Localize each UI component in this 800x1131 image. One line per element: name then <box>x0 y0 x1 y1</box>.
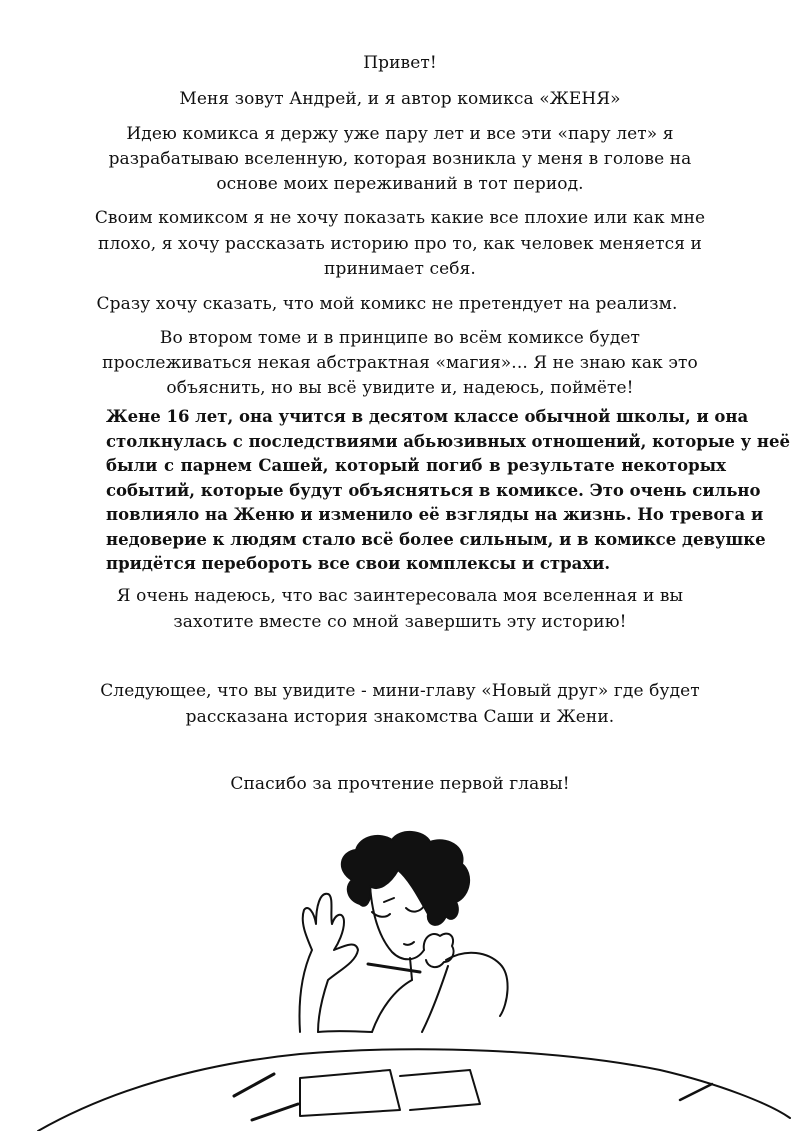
paper <box>300 1070 400 1116</box>
paragraph-line: Своим комиксом я не хочу показать какие все плохие или как мне <box>94 208 706 228</box>
hand <box>424 934 454 967</box>
mouth <box>404 942 414 945</box>
author-intro: Меня зовут Андрей, и я автор комикса «ЖЕНЯ» <box>179 89 621 109</box>
paragraph-line: были с парнем Сашей, который погиб в результате некоторых <box>106 456 726 475</box>
paragraph-line: Идею комикса я держу уже пару лет и все эти «пару лет» я <box>126 124 674 144</box>
paragraph-line: прослеживаться некая абстрактная «магия»... Я не знаю как это <box>102 353 698 373</box>
paragraph-line: столкнулась с последствиями абьюзивных отношений, которые у неё <box>106 431 790 451</box>
paragraph-line: принимает себя. <box>324 259 476 279</box>
greeting: Привет! <box>363 53 437 73</box>
paragraph-line: Во втором томе и в принципе во всём комиксе будет <box>159 328 641 348</box>
girl-at-table-illustration <box>0 820 800 1131</box>
closed-eye <box>406 906 424 912</box>
paragraph-line: придётся перебороть все свои комплексы и страхи. <box>106 554 611 573</box>
pen <box>368 964 420 972</box>
paragraph-line: разрабатываю вселенную, которая возникла у меня в голове на <box>108 149 692 169</box>
pencil <box>680 1084 712 1100</box>
paragraph-line: событий, которые будут объясняться в комиксе. Это очень сильно <box>106 480 761 500</box>
shoulder <box>446 953 508 1016</box>
realism-note: Сразу хочу сказать, что мой комикс не претендует на реализм. <box>96 294 678 314</box>
paragraph-line: повлияло на Женю и изменило её взгляды на жизнь. Но тревога и <box>106 505 764 524</box>
paragraph-line: захотите вместе со мной завершить эту историю! <box>173 612 627 632</box>
thanks-line: Спасибо за прочтение первой главы! <box>230 774 570 794</box>
hair <box>342 832 469 925</box>
paragraph-line: недоверие к людям стало всё более сильным, и в комиксе девушке <box>106 529 766 549</box>
pencil <box>234 1074 274 1096</box>
paragraph-story-summary <box>106 405 790 577</box>
raised-hand <box>300 894 359 1032</box>
arm <box>422 966 448 1032</box>
paragraph-line: Я очень надеюсь, что вас заинтересовала моя вселенная и вы <box>116 586 684 606</box>
paper <box>400 1070 480 1110</box>
torso <box>372 980 412 1032</box>
paragraph-line: плохо, я хочу рассказать историю про то, как человек меняется и <box>98 234 702 254</box>
paragraph-line: Следующее, что вы увидите - мини-главу «Новый друг» где будет <box>100 681 700 701</box>
neck <box>410 958 412 980</box>
paragraph-line: Жене 16 лет, она учится в десятом классе обычной школы, и она <box>106 407 749 426</box>
sleeve <box>318 1031 372 1032</box>
pencil <box>252 1104 298 1120</box>
paragraph-line: основе моих переживаний в тот период. <box>216 174 584 194</box>
paragraph-line: рассказана история знакомства Саши и Жени. <box>185 707 615 727</box>
eyebrow <box>384 898 394 902</box>
paragraph-line: объяснить, но вы всё увидите и, надеюсь, поймёте! <box>166 378 634 398</box>
table-edge <box>38 1049 790 1131</box>
face <box>370 886 424 959</box>
